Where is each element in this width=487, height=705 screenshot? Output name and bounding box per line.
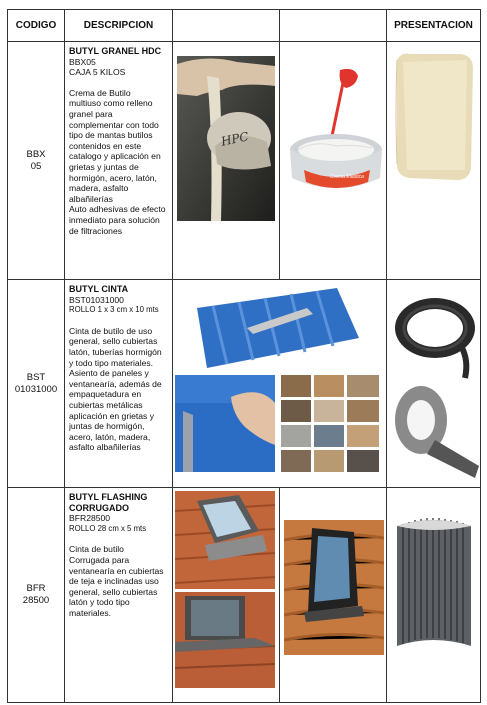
skylight-roof-photo [284, 520, 384, 655]
desc-line: hormigón, acero, latón, [69, 172, 157, 183]
desc-line: y todo tipo materiales. [69, 357, 154, 368]
desc-line: albañilerías [69, 193, 113, 204]
image-text-hpc: HPC [219, 129, 250, 149]
roof-window-photo-2 [175, 592, 275, 688]
blue-roof-photo [187, 288, 359, 368]
desc-line: de teja e inclinadas uso [69, 576, 159, 587]
product-ref: BFR28500 [69, 513, 111, 524]
desc-line: juntas de hormigón, [69, 421, 145, 432]
desc-line: inmediato para solución [69, 214, 160, 225]
header-descripcion: DESCRIPCION [65, 10, 173, 42]
tape-rolls-photo [391, 290, 479, 480]
image-cell [173, 488, 280, 703]
header-row [8, 10, 481, 42]
product-description [65, 42, 173, 280]
desc-line: de filtraciones [69, 225, 123, 236]
desc-line: Cinta de butilo de uso [69, 325, 153, 336]
desc-line: ventanearía en cubiertas [69, 565, 164, 576]
desc-line: Crema de Butilo [69, 87, 131, 98]
desc-line: contenidos en este [69, 140, 142, 151]
desc-line: materiales. [69, 607, 112, 618]
product-title: BUTYL CINTA [69, 284, 129, 294]
presentation-cell [387, 42, 481, 280]
image-cell [173, 42, 280, 280]
desc-line: complementar con todo [69, 119, 159, 130]
desc-line: cubiertas metálicas [69, 399, 143, 410]
desc-line: granel para [69, 108, 113, 119]
desc-line: empaquetadura en [69, 389, 142, 400]
desc-line: grietas y juntas de [69, 161, 139, 172]
product-description [65, 488, 173, 703]
desc-line: Asiento de paneles y [69, 368, 149, 379]
product-pack: ROLLO 28 cm x 5 mts [69, 523, 147, 533]
code-line-2: 01031000 [14, 383, 58, 395]
roof-window-photo-1 [175, 491, 275, 589]
desc-line: Corrugada para [69, 554, 130, 565]
product-title-line-2: CORRUGADO [69, 502, 129, 513]
product-code [8, 42, 65, 280]
product-pack: ROLLO 1 x 3 cm x 10 mts [69, 305, 159, 315]
product-ref: BBX05 [69, 56, 96, 67]
desc-line: tipo de mantas butilos [69, 130, 153, 141]
product-pack: CAJA 5 KILOS [69, 67, 126, 78]
table-row [8, 488, 481, 703]
desc-line: latón, tuberías hormigón [69, 346, 162, 357]
product-catalog-table [7, 9, 481, 703]
tape-application-photo [175, 375, 275, 472]
desc-line: general, sello cubiertas [69, 586, 158, 597]
product-code [8, 280, 65, 488]
corrugated-flashing-roll-photo [393, 512, 475, 652]
code-line-1: BST [26, 371, 46, 383]
table-row [8, 280, 481, 488]
image-cell-merged [173, 280, 387, 488]
header-codigo: CODIGO [8, 10, 65, 42]
butyl-hand-photo [177, 56, 275, 221]
desc-line: aplicación en grietas y [69, 410, 155, 421]
table-row [8, 42, 481, 280]
desc-line: multiuso como relleno [69, 98, 153, 109]
installation-collage-photo [281, 375, 379, 472]
code-line-2: 28500 [22, 595, 50, 606]
desc-line: asfalto albañilerías [69, 442, 141, 453]
desc-line: general, sello cubiertas [69, 336, 158, 347]
code-line-2: 05 [30, 160, 42, 172]
header-empty-1 [173, 10, 280, 42]
product-ref: BST01031000 [69, 294, 124, 305]
presentation-cell [387, 280, 481, 488]
product-description [65, 280, 173, 488]
desc-line: Cinta de butilo [69, 544, 124, 555]
desc-line: madera, asfalto [69, 183, 129, 194]
product-code [8, 488, 65, 703]
desc-line: acero, latón, madera, [69, 431, 151, 442]
desc-line: latón y todo tipo [69, 597, 130, 608]
desc-line: ventanearía, además de [69, 378, 162, 389]
header-empty-2 [280, 10, 387, 42]
image-cell [280, 42, 387, 280]
header-presentacion: PRESENTACION [387, 10, 481, 42]
image-text-crema-elastica: Crema Elastica [330, 174, 364, 180]
product-title: BUTYL GRANEL HDC [69, 46, 162, 56]
butyl-block-photo [391, 50, 477, 185]
code-line-1: BFR [26, 583, 46, 594]
product-title: BUTYL FLASHING [69, 492, 148, 502]
code-line-1: BBX [26, 148, 46, 160]
butyl-tin-photo [284, 66, 384, 206]
desc-line: Auto adhesivas de efecto [69, 204, 166, 215]
desc-line: catalogo y aplicación en [69, 151, 161, 162]
presentation-cell [387, 488, 481, 703]
image-cell [280, 488, 387, 703]
